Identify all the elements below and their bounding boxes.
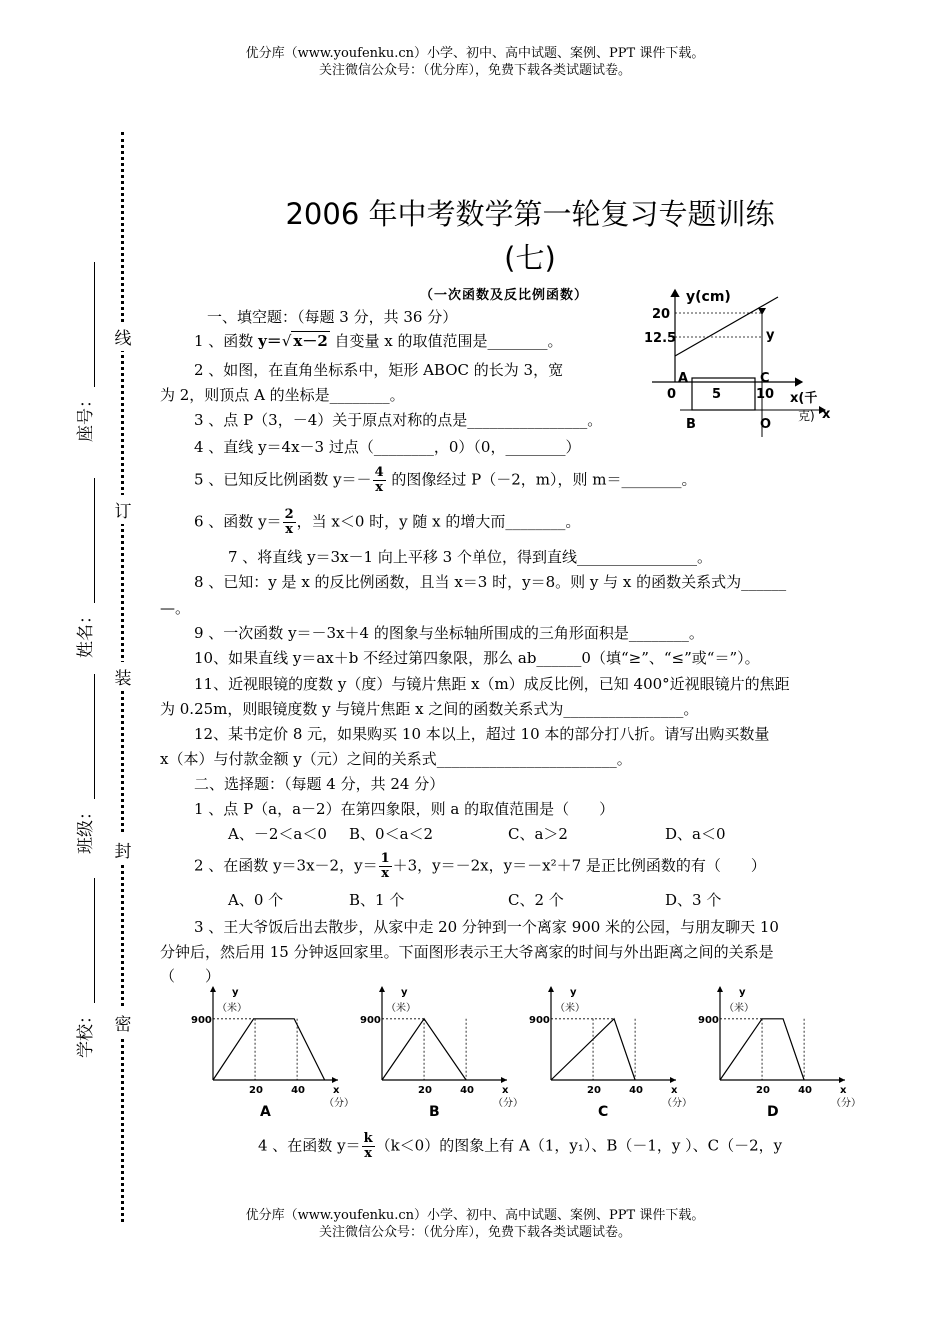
choice-2-stem: 2 、在函数 y＝3x－2，y＝ $\frac{1}{x}$ ＋3，y＝－2x，y＝－x²＋7 是正比例函数的有（ ） [194,851,766,881]
question-4: 4 、直线 y＝4x－3 过点（________，0）（0，________） [194,438,581,456]
question-12-line-1: 12、某书定价 8 元，如果购买 10 本以上，超过 10 本的部分打八折。请写出购买数量 [194,725,770,743]
y-unit: （米） [217,1003,247,1014]
section1-heading: 一、填空题：（每题 3 分，共 36 分） [207,308,458,326]
header-line-2: 关注微信公众号：（优分库），免费下载各类试题试卷。 [318,63,631,78]
choice-3-line-2: 分钟后，然后用 15 分钟返回家里。下面图形表示王大爷离家的时间与外出距离之间的关系是 [160,943,774,961]
x-label: x [671,1085,678,1096]
graph-c [526,983,696,1123]
point-c-label: C [760,371,770,386]
function-line [675,297,778,356]
tick-125: 12.5 [644,331,677,346]
y-label: y [570,987,577,998]
choice-2-option-c: C、2 个 [508,891,564,909]
rectangle-aboc [692,378,755,410]
graph-letter: B [429,1104,440,1120]
fraction-c2: $\frac{1}{x}$ [380,851,390,881]
tick-40: 40 [460,1085,475,1096]
y-label: y [401,987,408,998]
question-8-line-2: —。 [160,599,191,617]
fraction-q6: $\frac{2}{x}$ [284,507,294,537]
binding-char-feng: 封 [112,835,134,864]
y-unit: （米） [386,1003,416,1014]
tick-20: 20 [249,1085,263,1096]
small-x-label: x [822,407,831,422]
choice-2-option-a: A、0 个 [228,891,284,909]
tick-5: 5 [712,387,722,402]
class-field[interactable] [48,674,118,854]
seat-blank[interactable] [72,262,95,387]
x-axis-arrow [332,1077,338,1083]
tick-0: 0 [667,387,677,402]
question-8-line-1: 8 、已知：y 是 x 的反比例函数，且当 x＝3 时，y＝8。则 y 与 x 的函数关系式为______ [194,573,787,591]
section2-heading: 二、选择题：（每题 4 分，共 24 分） [194,775,445,793]
question-1: 1 、函数 y＝√ x－2 自变量 x 的取值范围是________。 [194,332,563,350]
page-subtitle: （一次函数及反比例函数） [420,288,589,303]
y-axis-arrow [379,986,385,992]
point-o-label: O [760,417,772,432]
graph-letter: D [767,1104,779,1120]
header-line-1: 优分库（www.youfenku.cn）小学、初中、高中试题、案例、PPT 课件下载。 [245,46,705,61]
binding-char-xian: 线 [112,322,134,351]
graph-a [188,983,358,1123]
y-label: y [739,987,746,998]
choice-1-option-c: C、a＞2 [508,825,568,843]
x-axis-arrow [839,1077,845,1083]
question-7: 7 、将直线 y＝3x－1 向上平移 3 个单位，得到直线________________。 [228,548,712,566]
page-header [0,45,950,79]
choice-2-option-d: D、3 个 [665,891,722,909]
choice-1-option-d: D、a＜0 [665,825,726,843]
tick-40: 40 [291,1085,306,1096]
footer-line-1: 优分库（www.youfenku.cn）小学、初中、高中试题、案例、PPT 课件下载。 [245,1208,705,1223]
name-label: 姓名： [75,607,96,658]
y-label: y(cm) [686,289,731,305]
choice-1-stem: 1 、点 P（a，a－2）在第四象限，则 a 的取值范围是（ ） [194,800,615,818]
tick-900: 900 [191,1014,212,1026]
seat-label: 座号： [75,391,96,442]
tick-20: 20 [587,1085,601,1096]
question-11-line-2: 为 0.25m，则眼镜度数 y 与镜片焦距 x 之间的函数关系式为________________。 [160,700,699,718]
x-label: x [502,1085,509,1096]
seat-field[interactable] [48,262,118,442]
x-label: x(千 [790,391,818,406]
choice-4-stem: 4 、在函数 y＝ $\frac{k}{x}$ （k＜0）的图象上有 A（1，y₁）、B（－1，y ）、C（－2，y [258,1131,783,1161]
x-label: x [840,1085,847,1096]
graph-d [695,983,865,1123]
name-field[interactable] [48,478,118,658]
name-blank[interactable] [72,478,95,603]
graph-letter: C [598,1104,609,1120]
school-blank[interactable] [72,878,95,1003]
choice-2-option-b: B、1 个 [349,891,405,909]
question-6: 6 、函数 y＝ $\frac{2}{x}$ ，当 x＜0 时，y 随 x 的增大而________。 [194,507,581,537]
class-blank[interactable] [72,674,95,799]
y-unit: （米） [555,1003,585,1014]
x-label-unit: 克) [798,409,815,423]
question-3: 3 、点 P（3，－4）关于原点对称的点是________________。 [194,411,603,429]
page-footer [0,1207,950,1241]
coordinate-figure [640,282,840,437]
tick-20: 20 [652,307,671,322]
x-unit: （分） [831,1098,861,1109]
question-2-line-2: 为 2，则顶点 A 的坐标是________。 [160,386,405,404]
question-12-line-2: x（本）与付款金额 y（元）之间的关系式________________________。 [160,750,632,768]
question-10: 10、如果直线 y＝ax＋b 不经过第四象限，那么 ab______0（填“≥”、“≤”或“＝”）。 [194,649,760,667]
fraction-q5: $\frac{4}{x}$ [374,465,384,495]
x-unit: （分） [493,1098,523,1109]
y-axis-arrow [717,986,723,992]
question-5: 5 、已知反比例函数 y＝－ $\frac{4}{x}$ 的图像经过 P（－2，m），则 m＝________。 [194,465,697,495]
question-11-line-1: 11、近视眼镜的度数 y（度）与镜片焦距 x（m）成反比例，已知 400°近视眼镜片的焦距 [194,675,790,693]
school-label: 学校： [75,1007,96,1058]
tick-20: 20 [418,1085,432,1096]
binding-char-ding: 订 [112,495,134,524]
class-label: 班级： [75,803,96,854]
x-unit: （分） [662,1098,692,1109]
point-b-label: B [686,417,696,432]
page-title-number: (七) [504,241,556,275]
graph-letter: A [260,1104,271,1120]
x-axis-arrow [501,1077,507,1083]
school-field[interactable] [48,878,118,1058]
footer-line-2: 关注微信公众号：（优分库），免费下载各类试题试卷。 [318,1225,631,1240]
choice-1-option-a: A、－2＜a＜0 [228,825,327,843]
tick-40: 40 [629,1085,644,1096]
graph-b [357,983,527,1123]
tick-900: 900 [698,1014,719,1026]
y-axis-arrow [210,986,216,992]
y-axis-arrow [548,986,554,992]
fraction-c4: $\frac{k}{x}$ [363,1131,373,1161]
small-y-label: y [766,328,775,343]
question-9: 9 、一次函数 y＝－3x＋4 的图象与坐标轴所围成的三角形面积是________。 [194,624,704,642]
tick-900: 900 [529,1014,550,1026]
point-a-label: A [678,371,689,386]
tick-10: 10 [756,387,775,402]
binding-char-mi: 密 [112,1008,134,1037]
y-label: y [232,987,239,998]
x-unit: （分） [324,1098,354,1109]
tick-20: 20 [756,1085,770,1096]
y-unit: （米） [724,1003,754,1014]
x-label: x [333,1085,340,1096]
binding-char-zhuang: 装 [112,662,134,691]
x-axis-arrow [670,1077,676,1083]
tick-40: 40 [798,1085,813,1096]
choice-3-line-1: 3 、王大爷饭后出去散步，从家中走 20 分钟到一个离家 900 米的公园，与朋友聊天 10 [194,918,779,936]
distance-line [213,1019,325,1080]
page-title: 2006 年中考数学第一轮复习专题训练 [285,197,775,231]
tick-900: 900 [360,1014,381,1026]
question-2-line-1: 2 、如图，在直角坐标系中，矩形 ABOC 的长为 3，宽 [194,361,564,379]
choice-3-line-3: （ ） [160,967,221,985]
choice-1-option-b: B、0＜a＜2 [349,825,434,843]
